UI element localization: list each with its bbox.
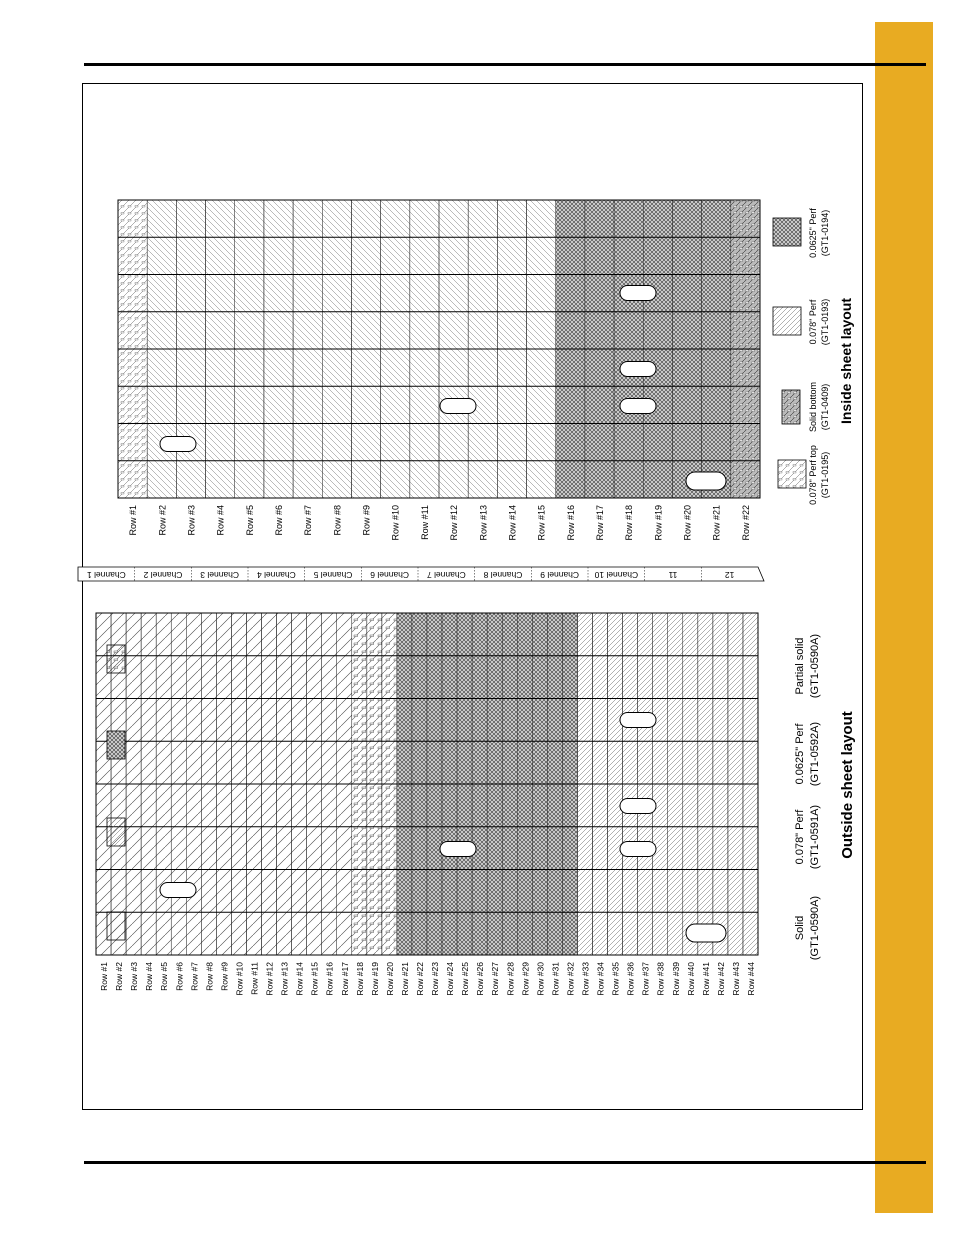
door-slot-oval [620, 362, 656, 377]
outside-row-label: Row #27 [490, 962, 501, 996]
inside-row-label: Row #3 [186, 505, 197, 536]
outside-row-label: Row #44 [745, 962, 756, 996]
door-slot-oval [440, 399, 476, 414]
outside-legend-swatch [107, 731, 125, 759]
outside-row-label: Row #33 [580, 962, 591, 996]
outside-legend-name: Solid [794, 915, 806, 941]
inside-row-label: Row #15 [536, 505, 547, 541]
inside-row-label: Row #8 [332, 505, 343, 536]
outside-legend-part: (GT1-0590A) [809, 633, 821, 699]
inside-row-label: Row #5 [244, 505, 255, 536]
outside-legend-swatch [107, 912, 125, 940]
outside-row-label: Row #39 [670, 962, 681, 996]
outside-row-label: Row #24 [445, 962, 456, 996]
inside-row-label: Row #11 [419, 505, 430, 540]
inside-row-label: Row #10 [390, 505, 401, 541]
outside-legend-name: 0.0625" Perf [794, 723, 806, 785]
outside-row-label: Row #7 [189, 962, 200, 991]
inside-legend-name: 0.0625" Perf [808, 208, 818, 258]
channel-label: Channel 7 [426, 569, 466, 580]
door-slot-oval [686, 472, 726, 490]
outside-row-label: Row #35 [610, 962, 621, 996]
inside-row-label: Row #20 [682, 505, 693, 541]
outside-legend-name: Partial solid [794, 637, 806, 695]
inside-legend-part: (GT1-0194) [820, 209, 830, 257]
inside-row-label: Row #12 [449, 505, 460, 541]
outside-row-label: Row #2 [114, 962, 125, 991]
outside-legend-part: (GT1-0591A) [809, 804, 821, 870]
inside-row-label: Row #18 [624, 505, 635, 541]
outside-legend-name: 0.078" Perf [794, 809, 806, 865]
inside-legend-part: (GT1-0193) [820, 298, 830, 346]
door-slot-oval [620, 399, 656, 414]
channel-label: 11 [668, 569, 678, 580]
outside-row-label: Row #32 [565, 962, 576, 996]
channel-label: Channel 2 [143, 569, 183, 580]
inside-row-label: Row #1 [128, 505, 139, 536]
outside-title: Outside sheet layout [839, 711, 856, 859]
inside-row-label: Row #2 [157, 505, 168, 536]
inside-row-label: Row #21 [711, 505, 722, 541]
outside-row-label: Row #15 [309, 962, 320, 996]
outside-row-label: Row #10 [234, 962, 245, 996]
outside-row-label: Row #17 [339, 962, 350, 996]
inside-legend-swatch [782, 390, 800, 424]
door-slot-oval [620, 799, 656, 814]
channel-label: Channel 5 [313, 569, 353, 580]
outside-row-label: Row #41 [700, 962, 711, 996]
inside-legend-name: 0.078" Perf top [808, 445, 818, 505]
inside-legend-swatch [778, 460, 806, 488]
inside-legend-part: (GT1-0409) [820, 383, 830, 431]
outside-legend-swatch [107, 645, 125, 673]
outside-row-label: Row #5 [159, 962, 170, 991]
channel-label: Channel 9 [540, 569, 580, 580]
channel-label: Channel 3 [200, 569, 240, 580]
channel-label: Channel 4 [256, 569, 296, 580]
outside-row-label: Row #42 [715, 962, 726, 996]
inside-row-label: Row #16 [565, 505, 576, 541]
inside-legend-name: 0.078" Perf [808, 299, 818, 345]
outside-row-label: Row #18 [354, 962, 365, 996]
inside-row-label: Row #19 [653, 505, 664, 541]
outside-row-label: Row #40 [685, 962, 696, 996]
inside-row-label: Row #17 [595, 505, 605, 541]
outside-row-label: Row #23 [430, 962, 441, 996]
outside-row-label: Row #31 [550, 962, 561, 996]
outside-row-label: Row #3 [129, 962, 140, 991]
outside-row-label: Row #34 [595, 962, 606, 996]
outside-row-label: Row #8 [204, 962, 215, 991]
outside-row-label: Row #22 [414, 962, 425, 996]
door-slot-oval [686, 924, 726, 942]
outside-row-label: Row #43 [730, 962, 741, 996]
outside-row-label: Row #13 [279, 962, 290, 996]
inside-row-label: Row #7 [303, 505, 314, 536]
inside-row-label: Row #14 [507, 505, 518, 541]
inside-legend-name: Solid bottom [808, 381, 818, 433]
inside-row-label: Row #6 [274, 505, 284, 536]
door-slot-oval [160, 437, 196, 452]
inside-legend-part: (GT1-0195) [820, 451, 830, 499]
outside-row-label: Row #16 [324, 962, 335, 996]
door-slot-oval [440, 842, 476, 857]
outside-row-label: Row #14 [294, 962, 305, 996]
outside-row-label: Row #26 [475, 962, 486, 996]
door-slot-oval [620, 842, 656, 857]
inside-row-label: Row #22 [740, 505, 751, 541]
outside-legend-swatch [107, 818, 125, 846]
outside-row-label: Row #37 [640, 962, 651, 996]
door-slot-oval [160, 883, 196, 898]
outside-row-label: Row #11 [249, 962, 260, 995]
outside-row-label: Row #21 [399, 962, 410, 996]
outside-row-label: Row #1 [99, 962, 110, 991]
outside-legend-part: (GT1-0590A) [809, 895, 821, 961]
inside-title: Inside sheet layout [838, 297, 854, 425]
outside-row-label: Row #9 [219, 962, 230, 991]
channel-label: Channel 6 [370, 569, 410, 580]
door-slot-oval [620, 713, 656, 728]
outside-row-label: Row #12 [264, 962, 275, 996]
outside-row-label: Row #25 [460, 962, 471, 996]
inside-row-label: Row #9 [361, 505, 372, 536]
outside-row-label: Row #29 [520, 962, 531, 996]
inside-legend-swatch [773, 307, 801, 335]
inside-row-label: Row #13 [478, 504, 489, 541]
channel-label: Channel 8 [483, 569, 523, 580]
outside-row-label: Row #4 [144, 962, 155, 991]
outside-row-label: Row #6 [174, 962, 185, 991]
channel-label: Channel 1 [86, 569, 126, 580]
door-slot-oval [620, 286, 656, 301]
channel-label: Channel 10 [594, 569, 639, 580]
inside-row-label: Row #4 [215, 505, 226, 536]
channel-label: 12 [724, 569, 735, 580]
outside-row-label: Row #36 [625, 962, 636, 996]
outside-row-label: Row #19 [369, 962, 380, 996]
outside-row-label: Row #38 [655, 962, 666, 996]
inside-legend-swatch [773, 218, 801, 246]
outside-row-label: Row #28 [505, 962, 516, 996]
outside-row-label: Row #20 [384, 962, 395, 996]
outside-row-label: Row #30 [535, 962, 546, 996]
outside-legend-part: (GT1-0592A) [809, 721, 821, 787]
